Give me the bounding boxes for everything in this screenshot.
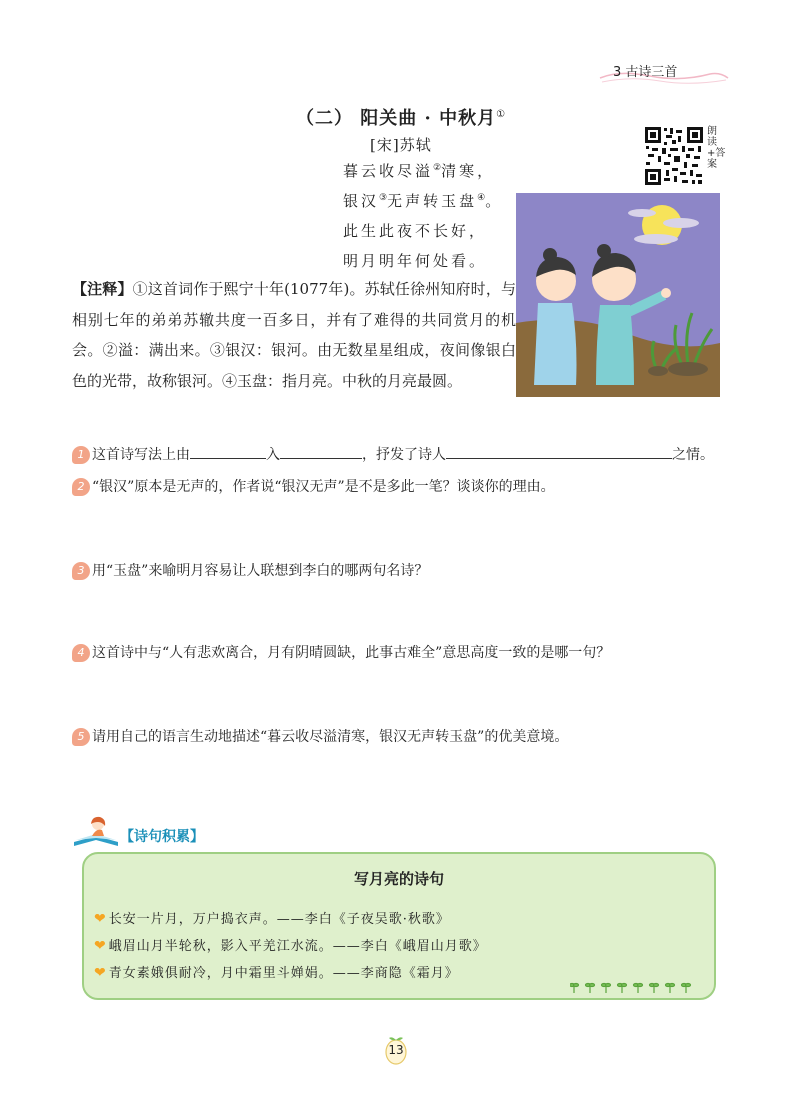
verse-line: ❤ 长安一片月，万户捣衣声。——李白《子夜吴歌·秋歌》 [94, 911, 450, 927]
question-text: 请用自己的语言生动地描述“暮云收尽溢清寒，银汉无声转玉盘”的优美意境。 [92, 729, 569, 745]
answer-blank[interactable] [280, 444, 362, 459]
verse-line: ❤ 峨眉山月半轮秋，影入平羌江水流。——李白《峨眉山月歌》 [94, 938, 487, 954]
poem-line: 明月明年何处看。 [343, 252, 488, 270]
title-prefix: （二） [296, 108, 353, 129]
question-number-badge: 5 [72, 728, 90, 746]
page-number: 13 [380, 1034, 412, 1066]
verse-line: ❤ 青女素娥俱耐冷，月中霜里斗婵娟。——李商隐《霜月》 [94, 965, 459, 981]
notes-text: ①这首词作于熙宁十年(1077年)。苏轼任徐州知府时，与相别七年的弟弟苏辙共度一百多日，并有了难得的共同赏月的机会。②溢：满出来。③银汉：银河。由无数星星组成，夜间像银白色的光带，故称银河。④玉盘：指月亮。中秋的月亮最圆。 [72, 280, 516, 390]
question-3 [72, 560, 428, 580]
answer-blank[interactable] [190, 444, 266, 459]
qr-code[interactable] [644, 126, 704, 186]
question-5 [72, 726, 568, 746]
section-label: 【诗句积累】 [120, 829, 204, 845]
heart-icon: ❤ [94, 965, 107, 981]
heart-icon: ❤ [94, 911, 107, 927]
heart-icon: ❤ [94, 938, 107, 954]
question-2 [72, 476, 555, 496]
question-number-badge: 1 [72, 446, 90, 464]
question-number-badge: 3 [72, 562, 90, 580]
poem-author: [宋]苏轼 [370, 136, 432, 154]
question-text: 这首诗中与“人有悲欢离合，月有阴晴圆缺，此事古难全”意思高度一致的是哪一句？ [92, 645, 611, 661]
poem-line: 暮云收尽溢②清寒， [343, 162, 496, 180]
poem-title [296, 104, 506, 130]
reading-girl-icon [72, 816, 122, 848]
title-note-marker: ① [496, 109, 507, 120]
poetry-accumulation-box [82, 852, 716, 1000]
annotation-notes [72, 274, 516, 396]
notes-tag: 【注释】 [72, 280, 133, 298]
question-number-badge: 2 [72, 478, 90, 496]
chapter-label: 3 古诗三首 [613, 65, 678, 80]
question-number-badge: 4 [72, 644, 90, 662]
qr-caption: 朗读+答案 [707, 126, 726, 170]
question-4 [72, 642, 610, 662]
section-header [72, 816, 272, 848]
moon-viewing-illustration [516, 193, 720, 397]
question-1: 1 这首诗写法上由 入 ，抒发了诗人 之情。 [72, 444, 714, 464]
question-text: 用“玉盘”来喻明月容易让人联想到李白的哪两句名诗？ [92, 563, 429, 579]
chapter-header [560, 56, 730, 86]
answer-blank[interactable] [446, 444, 672, 459]
title-text: 阳关曲 · 中秋月 [360, 108, 497, 129]
sprouts-decoration [570, 980, 700, 994]
box-title: 写月亮的诗句 [353, 870, 444, 888]
question-text: “银汉”原本是无声的，作者说“银汉无声”是不是多此一笔？谈谈你的理由。 [92, 479, 555, 495]
poem-line: 此生此夜不长好， [343, 222, 488, 240]
poem-line: 银汉③无声转玉盘④。 [343, 192, 504, 210]
